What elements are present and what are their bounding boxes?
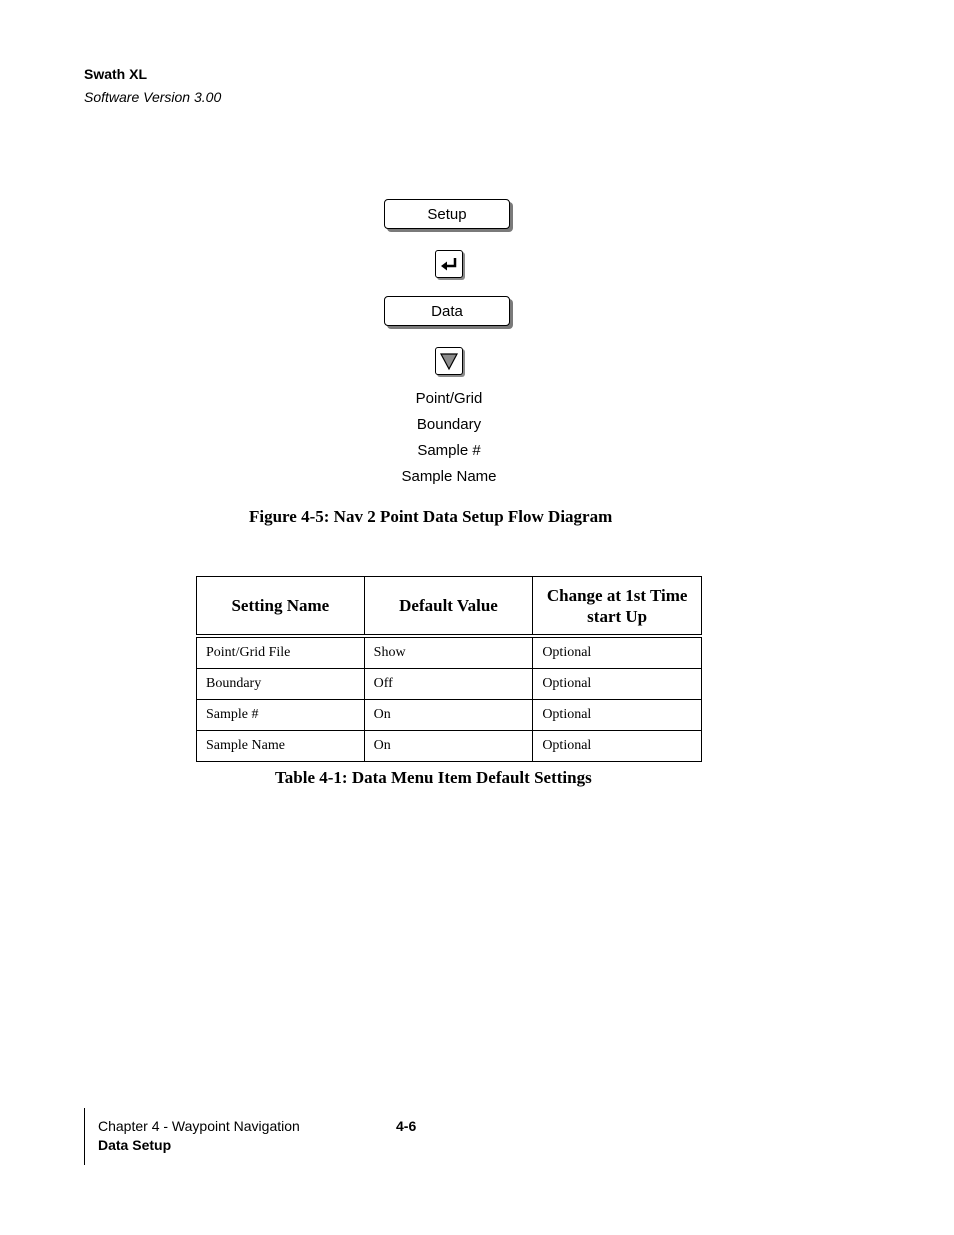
- data-button: Data: [384, 296, 510, 326]
- footer-page-number: 4-6: [396, 1118, 417, 1134]
- enter-arrow-icon: [435, 250, 463, 278]
- column-header: Change at 1st Time start Up: [533, 577, 702, 637]
- column-header: Default Value: [364, 577, 533, 637]
- table-cell: Sample Name: [197, 731, 365, 762]
- table-cell: Optional: [533, 636, 702, 669]
- footer-divider: [84, 1108, 85, 1165]
- table-cell: Point/Grid File: [197, 636, 365, 669]
- table-cell: Sample #: [197, 700, 365, 731]
- table-cell: On: [364, 731, 533, 762]
- menu-item-sample-number: Sample #: [417, 442, 481, 459]
- table-cell: On: [364, 700, 533, 731]
- table-cell: Boundary: [197, 669, 365, 700]
- footer-chapter: Chapter 4 - Waypoint Navigation: [98, 1118, 300, 1134]
- settings-table: [196, 576, 702, 762]
- table-caption: Table 4-1: Data Menu Item Default Settings: [275, 768, 592, 787]
- header-version: Software Version 3.00: [84, 89, 222, 105]
- table-cell: Show: [364, 636, 533, 669]
- table-row: [197, 669, 702, 700]
- table-cell: Optional: [533, 669, 702, 700]
- table-row: [197, 731, 702, 762]
- table-cell: Off: [364, 669, 533, 700]
- header-product: Swath XL: [84, 66, 148, 82]
- setup-button: Setup: [384, 199, 510, 229]
- footer-section: Data Setup: [98, 1137, 172, 1153]
- column-header: Setting Name: [197, 577, 365, 637]
- menu-item-sample-name: Sample Name: [401, 468, 497, 485]
- table-row: [197, 636, 702, 669]
- table-cell: Optional: [533, 700, 702, 731]
- figure-caption: Figure 4-5: Nav 2 Point Data Setup Flow Diagram: [249, 507, 613, 526]
- table-row: [197, 700, 702, 731]
- table-header-row: [197, 577, 702, 637]
- table-cell: Optional: [533, 731, 702, 762]
- down-triangle-icon: [435, 347, 463, 375]
- menu-item-point-grid: Point/Grid: [415, 390, 483, 407]
- menu-item-boundary: Boundary: [416, 416, 482, 433]
